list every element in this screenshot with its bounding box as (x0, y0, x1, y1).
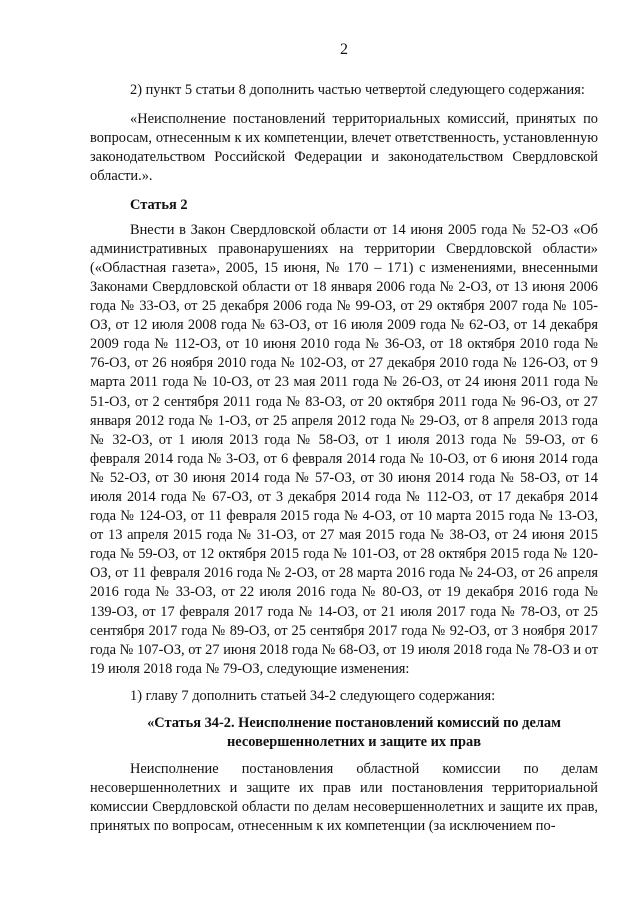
article-title: Статья 2 (130, 196, 188, 213)
page-number: 2 (340, 41, 348, 58)
article-34-2-title: «Статья 34-2. Неисполнение постановлений комиссий по делам несовершеннолетних и защите их прав (147, 715, 561, 751)
paragraph-chapter-7: 1) главу 7 дополнить статьей 34-2 следующего содержания: (130, 687, 496, 704)
paragraph-quoted-text: «Неисполнение постановлений территориальных комиссий, принятых по вопросам, отнесенным к их компетенции, влечет ответственность, установленную законодательством Российской Федерации и законодательством Свердловской области.». (90, 111, 598, 185)
paragraph-amendments-list: Внести в Закон Свердловской области от 14 июня 2005 года № 52-ОЗ «Об административных правонарушениях на территории Свердловской области» («Областная газета», 2005, 15 июня, № 170 – 171) с изменениями, внесенными Законами Свердловской области от 18 января 2006 года № 2-ОЗ, от 13 июня 2006 года № 33-ОЗ, от 25 декабря 2006 года № 99-ОЗ, от 29 октября 2007 года № 105-ОЗ, от 12 июля 2008 года № 63-ОЗ, от 16 июля 2009 года № 62-ОЗ, от 14 декабря 2009 года № 112-ОЗ, от 10 июня 2010 года № 36-ОЗ, от 18 октября 2010 года № 76-ОЗ, от 26 ноября 2010 года № 102-ОЗ, от 27 декабря 2010 года № 126-ОЗ, от 9 марта 2011 года № 10-ОЗ, от 23 мая 2011 года № 26-ОЗ, от 24 июня 2011 года № 51-ОЗ, от 2 сентября 2011 года № 83-ОЗ, от 20 октября 2011 года № 96-ОЗ, от 27 января 2012 года № 1-ОЗ, от 25 апреля 2012 года № 29-ОЗ, от 8 апреля 2013 года № 32-ОЗ, от 1 июля 2013 года № 58-ОЗ, от 1 июля 2013 года № 59-ОЗ, от 6 февраля 2014 года № 3-ОЗ, от 6 февраля 2014 года № 10-ОЗ, от 6 июня 2014 года № 52-ОЗ, от 30 июня 2014 года № 57-ОЗ, от 30 июня 2014 года № 58-ОЗ, от 14 июля 2014 года № 67-ОЗ, от 3 декабря 2014 года № 112-ОЗ, от 17 декабря 2014 года № 124-ОЗ, от 11 февраля 2015 года № 4-ОЗ, от 10 марта 2015 года № 13-ОЗ, от 13 апреля 2015 года № 31-ОЗ, от 27 мая 2015 года № 38-ОЗ, от 24 июня 2015 года № 59-ОЗ, от 12 октября 2015 года № 101-ОЗ, от 28 октября 2015 года № 120-ОЗ, от 11 февраля 2016 года № 2-ОЗ, от 28 марта 2016 года № 24-ОЗ, от 26 апреля 2016 года № 33-ОЗ, от 22 июля 2016 года № 80-ОЗ, от 19 декабря 2016 года № 139-ОЗ, от 17 февраля 2017 года № 14-ОЗ, от 21 июля 2017 года № 78-ОЗ, от 25 сентября 2017 года № 89-ОЗ, от 25 сентября 2017 года № 92-ОЗ, от 3 ноября 2017 года № 107-ОЗ, от 27 июня 2018 года № 68-ОЗ, от 19 июля 2018 года № 78-ОЗ и от 19 июля 2018 года № 79-ОЗ, следующие изменения: (90, 221, 598, 677)
paragraph-article-34-2-body: Неисполнение постановления областной комиссии по делам несовершеннолетних и защите их прав или постановления территориальной комиссии Свердловской области по делам несовершеннолетних и защите их прав, принятых по вопросам, отнесенным к их компетенции (за исключением по- (90, 761, 598, 835)
page-content (90, 40, 598, 837)
paragraph-amend-point-5: 2) пункт 5 статьи 8 дополнить частью четвертой следующего содержания: (130, 82, 585, 99)
